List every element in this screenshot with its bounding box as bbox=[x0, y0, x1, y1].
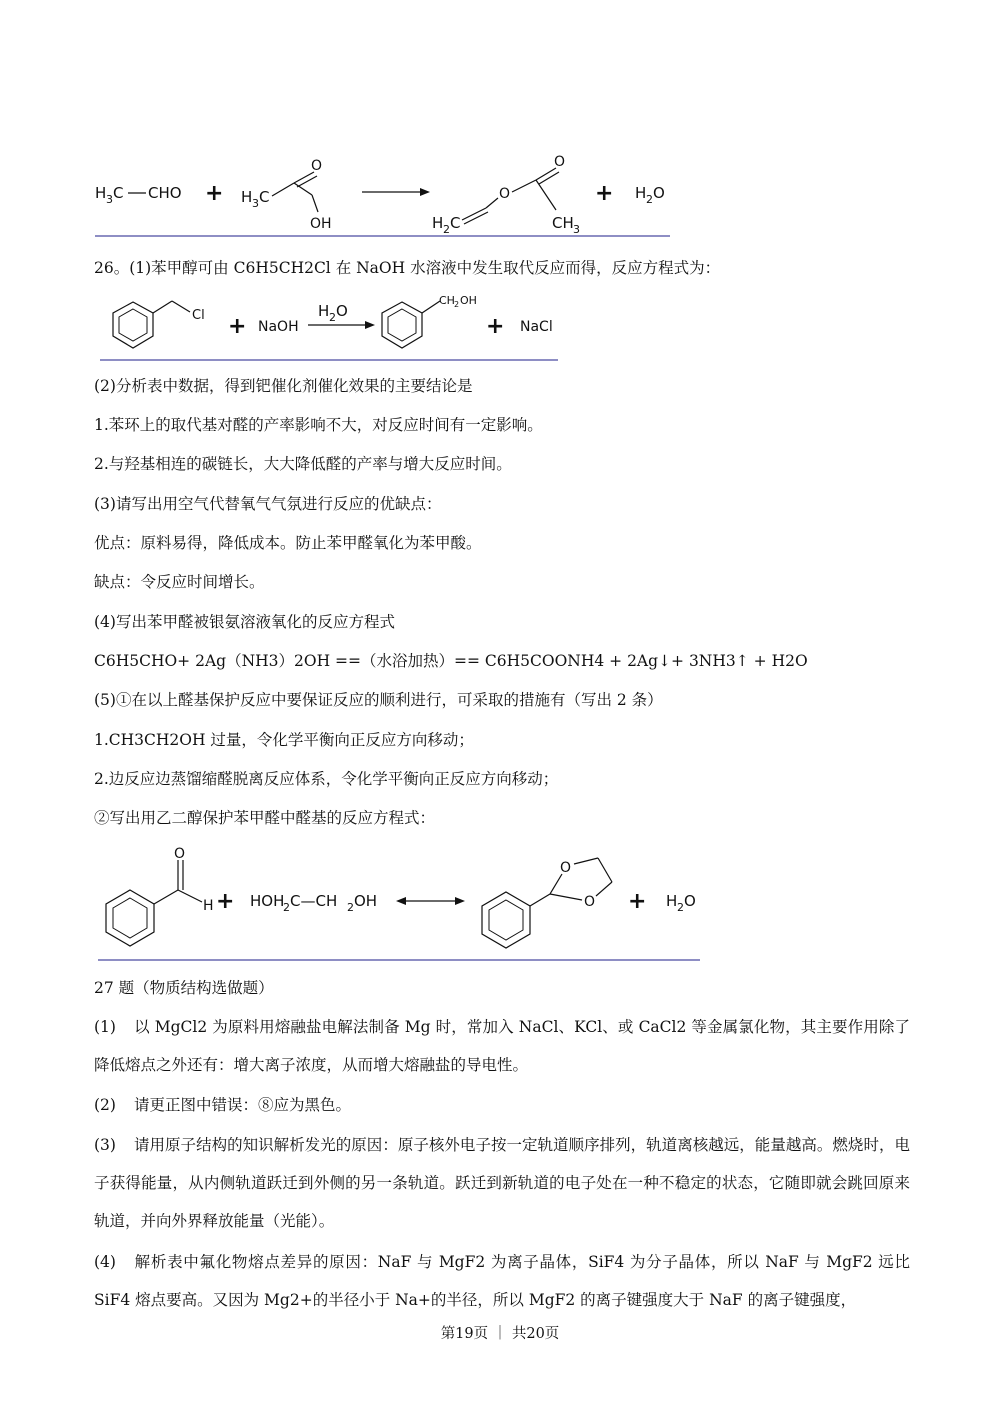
q26-line-10: (5)①在以上醛基保护反应中要保证反应的顺利进行，可采取的措施有（写出 2 条） bbox=[94, 691, 663, 709]
r1-oh: OH bbox=[310, 216, 332, 232]
svg-text:CH: CH bbox=[439, 294, 455, 307]
reaction-3-diagram bbox=[90, 838, 710, 966]
r1-cho: CHO bbox=[148, 184, 182, 202]
svg-text:2: 2 bbox=[677, 901, 684, 914]
svg-text:HOH: HOH bbox=[250, 892, 285, 910]
svg-text:2: 2 bbox=[646, 193, 653, 206]
svg-text:+: + bbox=[595, 181, 614, 206]
svg-text:H: H bbox=[241, 188, 253, 206]
svg-text:H: H bbox=[635, 184, 647, 202]
svg-text:O: O bbox=[653, 184, 665, 202]
q26-line-9: C6H5CHO+ 2Ag（NH3）2OH ==（水浴加热）== C6H5COONH4 + 2Ag↓+ 3NH3↑ + H2O bbox=[94, 652, 808, 670]
q26-line-12: 2.边反应边蒸馏缩醛脱离反应体系，令化学平衡向正反应方向移动； bbox=[94, 770, 559, 788]
svg-text:2: 2 bbox=[347, 901, 354, 914]
reaction-1-diagram bbox=[90, 150, 690, 242]
svg-text:H: H bbox=[432, 214, 444, 232]
svg-text:O: O bbox=[174, 846, 186, 862]
svg-text:H: H bbox=[318, 302, 330, 320]
q26-line-2: (2)分析表中数据，得到钯催化剂催化效果的主要结论是 bbox=[94, 377, 473, 395]
svg-text:C—CH: C—CH bbox=[290, 892, 338, 910]
svg-text:OH: OH bbox=[460, 294, 477, 307]
q26-line-1: 26。(1)苯甲醇可由 C6H5CH2Cl 在 NaOH 水溶液中发生取代反应而得，反应方程式为： bbox=[94, 259, 721, 277]
q26-line-8: (4)写出苯甲醛被银氨溶液氧化的反应方程式 bbox=[94, 613, 395, 631]
q26-line-7: 缺点：令反应时间增长。 bbox=[94, 573, 265, 591]
svg-text:NaOH: NaOH bbox=[258, 319, 299, 335]
svg-text:+: + bbox=[486, 314, 505, 339]
svg-text:C: C bbox=[450, 214, 461, 232]
svg-text:+: + bbox=[216, 889, 235, 914]
q27-p2-text: 请更正图中错误：⑧应为黑色。 bbox=[133, 1096, 351, 1114]
r1-c: C bbox=[113, 184, 124, 202]
q27-p4-number: (4) bbox=[94, 1253, 116, 1271]
svg-text:H: H bbox=[666, 892, 678, 910]
q26-line-13: ②写出用乙二醇保护苯甲醛中醛基的反应方程式： bbox=[94, 809, 436, 827]
svg-text:3: 3 bbox=[573, 223, 580, 236]
q27-paragraph-4 bbox=[94, 1243, 910, 1319]
svg-text:O: O bbox=[336, 302, 348, 320]
q27-p2-number: (2) bbox=[94, 1096, 116, 1114]
svg-text:H: H bbox=[203, 898, 214, 914]
svg-text:O: O bbox=[684, 892, 696, 910]
svg-text:3: 3 bbox=[252, 197, 259, 210]
q26-line-6: 优点：原料易得，降低成本。防止苯甲醛氧化为苯甲酸。 bbox=[94, 534, 482, 552]
svg-text:OH: OH bbox=[354, 892, 378, 910]
svg-text:O: O bbox=[499, 186, 511, 202]
svg-text:2: 2 bbox=[283, 901, 290, 914]
page-footer: 第19页 ｜ 共20页 bbox=[440, 1326, 560, 1342]
r1-plus1: + bbox=[205, 181, 224, 206]
q26-line-5: (3)请写出用空气代替氧气气氛进行反应的优缺点： bbox=[94, 495, 442, 513]
svg-text:O: O bbox=[560, 860, 572, 876]
q27-p3-number: (3) bbox=[94, 1136, 116, 1154]
svg-text:+: + bbox=[228, 314, 247, 339]
r1-h: H bbox=[95, 184, 107, 202]
svg-text:NaCl: NaCl bbox=[520, 319, 553, 335]
q27-p3-text: 请用原子结构的知识解析发光的原因：原子核外电子按一定轨道顺序排列，轨道离核越远，能量越高。燃烧时，电子获得能量，从内侧轨道跃迁到外侧的另一条轨道。跃迁到新轨道的电子处在一种不稳定的状态，它随即就会跳回原来轨道，并向外界释放能量（光能）。 bbox=[94, 1136, 910, 1230]
q27-p1-number: (1) bbox=[94, 1018, 116, 1036]
reaction-2-diagram bbox=[90, 288, 570, 366]
q26-line-4: 2.与羟基相连的碳链长，大大降低醛的产率与增大反应时间。 bbox=[94, 455, 512, 473]
r1-o: O bbox=[311, 158, 323, 174]
q27-p4-text: 解析表中氟化物熔点差异的原因：NaF 与 MgF2 为离子晶体，SiF4 为分子晶体，所以 NaF 与 MgF2 远比 SiF4 熔点要高。又因为 Mg2+的半径小于 Na+的半径，所以 MgF2 的离子键强度大于 NaF 的离子键强度， bbox=[94, 1253, 910, 1309]
svg-text:2: 2 bbox=[443, 223, 450, 236]
svg-text:CH: CH bbox=[552, 214, 574, 232]
svg-text:C: C bbox=[259, 188, 270, 206]
svg-text:+: + bbox=[628, 889, 647, 914]
q27-paragraph-1 bbox=[94, 1008, 910, 1084]
q27-title: 27 题（物质结构选做题） bbox=[94, 979, 274, 997]
q27-p1-text: 以 MgCl2 为原料用熔融盐电解法制备 Mg 时，常加入 NaCl、KCl、或 CaCl2 等金属氯化物，其主要作用除了降低熔点之外还有：增大离子浓度，从而增大熔融盐的导电性。 bbox=[94, 1018, 910, 1074]
r1-sub3: 3 bbox=[106, 193, 113, 206]
q26-line-3: 1.苯环上的取代基对醛的产率影响不大，对反应时间有一定影响。 bbox=[94, 416, 543, 434]
svg-text:2: 2 bbox=[329, 311, 336, 324]
q27-paragraph-3 bbox=[94, 1126, 910, 1240]
svg-text:Cl: Cl bbox=[192, 308, 205, 323]
q27-paragraph-2 bbox=[94, 1086, 910, 1124]
svg-text:O: O bbox=[584, 894, 596, 910]
svg-text:2: 2 bbox=[454, 300, 460, 309]
q26-line-11: 1.CH3CH2OH 过量，令化学平衡向正反应方向移动； bbox=[94, 731, 474, 749]
svg-text:O: O bbox=[554, 154, 566, 170]
